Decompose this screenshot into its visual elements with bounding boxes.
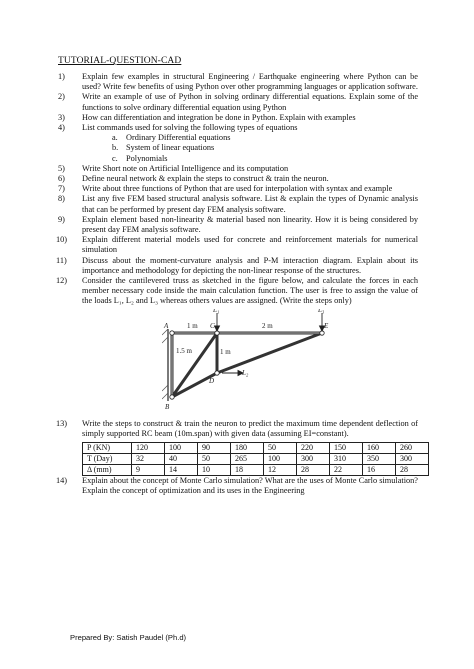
member-bc bbox=[172, 333, 217, 397]
question-14 bbox=[58, 476, 418, 496]
table-row bbox=[83, 454, 429, 465]
table-cell: 160 bbox=[363, 443, 396, 454]
table-cell: 28 bbox=[297, 465, 330, 476]
sub-item-text: Polynomials bbox=[126, 153, 168, 163]
dim-1-5m: 1.5 m bbox=[176, 346, 192, 355]
question-text: Explain few examples in structural Engineering / Earthquake engineering where Python can be used? Write few benefits of using Python over other programming languages or application software. bbox=[82, 72, 418, 92]
table-cell: 50 bbox=[198, 454, 231, 465]
question-text: List commands used for solving the following types of equations bbox=[82, 123, 298, 133]
table-cell: 260 bbox=[396, 443, 429, 454]
table-cell: 28 bbox=[396, 465, 429, 476]
question-11 bbox=[58, 256, 418, 276]
table-cell: 18 bbox=[231, 465, 264, 476]
question-number: 6) bbox=[58, 174, 65, 184]
question-3 bbox=[58, 113, 418, 123]
question-number: 10) bbox=[56, 235, 68, 245]
table-cell: 300 bbox=[297, 454, 330, 465]
question-8 bbox=[58, 194, 418, 214]
table-cell: 300 bbox=[396, 454, 429, 465]
table-cell: 22 bbox=[330, 465, 363, 476]
label-d: D bbox=[209, 376, 215, 385]
question-text: Explain element based non-linearity & material based non linearity. How it is being considered by present day FEM analysis software. bbox=[82, 214, 418, 235]
table-row bbox=[83, 465, 429, 476]
data-table bbox=[82, 442, 429, 476]
table-cell: 9 bbox=[132, 465, 165, 476]
label-c: C bbox=[210, 321, 215, 330]
table-cell: 120 bbox=[132, 443, 165, 454]
question-text: Explain about the concept of Monte Carlo simulation? What are the uses of Monte Carlo simulation? Explain the concept of optimization and its uses in the Engineering bbox=[82, 476, 418, 496]
question-number: 9) bbox=[58, 214, 65, 224]
page-footer: Prepared By: Satish Paudel (Ph.d) bbox=[70, 633, 187, 642]
table-cell: 310 bbox=[330, 454, 363, 465]
table-cell: 90 bbox=[198, 443, 231, 454]
question-9 bbox=[58, 215, 418, 235]
table-cell: 50 bbox=[264, 443, 297, 454]
question-text: List any five FEM based structural analysis software. List & explain the types of Dynamic analysis that can be performed by present day FEM analysis software. bbox=[82, 194, 418, 214]
sub-item-letter: a. bbox=[112, 133, 118, 143]
table-cell: 265 bbox=[231, 454, 264, 465]
question-text: Discuss about the moment-curvature analysis and P-M interaction diagram. Explain about its importance and methodology for depicting the non-linear response of the structures. bbox=[82, 255, 418, 275]
question-list bbox=[58, 72, 418, 496]
label-b: B bbox=[165, 402, 170, 411]
label-l3: L₃ bbox=[318, 308, 325, 314]
table-cell: 40 bbox=[165, 454, 198, 465]
question-13 bbox=[58, 419, 418, 476]
table-cell: 220 bbox=[297, 443, 330, 454]
question-text: Define neural network & explain the steps to construct & train the neuron. bbox=[82, 174, 329, 184]
wall-hatch bbox=[162, 329, 168, 399]
question-number: 7) bbox=[58, 184, 65, 194]
question-5 bbox=[58, 164, 418, 174]
question-text: Write about three functions of Python that are used for interpolation with syntax and example bbox=[82, 184, 393, 194]
question-1 bbox=[58, 72, 418, 92]
label-l1: L₁ bbox=[213, 308, 220, 314]
sub-item-text: System of linear equations bbox=[126, 143, 215, 153]
sub-item-text: Ordinary Differential equations bbox=[126, 133, 231, 143]
question-number: 1) bbox=[58, 72, 65, 81]
table-row-header: Δ (mm) bbox=[83, 465, 132, 476]
table-cell: 100 bbox=[264, 454, 297, 465]
question-10 bbox=[58, 235, 418, 255]
sub-item-letter: c. bbox=[112, 153, 118, 163]
truss-members bbox=[172, 333, 322, 397]
question-number: 11) bbox=[56, 255, 67, 265]
table-cell: 16 bbox=[363, 465, 396, 476]
table-cell: 32 bbox=[132, 454, 165, 465]
question-number: 5) bbox=[58, 163, 65, 173]
question-text: How can differentiation and integration be done in Python. Explain with examples bbox=[82, 112, 356, 122]
table-row-header: P (KN) bbox=[83, 443, 132, 454]
question-number: 8) bbox=[58, 194, 65, 204]
dim-2m: 2 m bbox=[262, 321, 273, 330]
sub-item-b bbox=[112, 143, 418, 153]
table-cell: 10 bbox=[198, 465, 231, 476]
sub-item-a bbox=[112, 133, 418, 143]
label-l2: L₂ bbox=[242, 368, 249, 377]
question-7 bbox=[58, 184, 418, 194]
table-cell: 150 bbox=[330, 443, 363, 454]
question-12 bbox=[58, 276, 418, 417]
dim-1m-vert: 1 m bbox=[220, 347, 231, 356]
question-text: Write Short note on Artificial Intelligence and its computation bbox=[82, 163, 289, 173]
table-cell: 180 bbox=[231, 443, 264, 454]
sub-item-letter: b. bbox=[112, 143, 119, 153]
question-number: 13) bbox=[56, 418, 68, 428]
question-text: Consider the cantilevered truss as sketched in the figure below, and calculate the forces in each member necessary code inside the main calculation function. The user is free to assign the value of the loads L₁, L₂ and L₃ whereas others values are assigned. (Write the steps only) bbox=[82, 276, 418, 306]
table-cell: 350 bbox=[363, 454, 396, 465]
table-row bbox=[83, 443, 429, 454]
table-cell: 12 bbox=[264, 465, 297, 476]
table-cell: 14 bbox=[165, 465, 198, 476]
label-a: A bbox=[164, 321, 169, 330]
question-text: Explain different material models used for concrete and reinforcement materials for numerical simulation bbox=[82, 235, 418, 255]
question-6 bbox=[58, 174, 418, 184]
dim-1m-top: 1 m bbox=[187, 321, 198, 330]
question-2 bbox=[58, 92, 418, 112]
question-number: 14) bbox=[56, 476, 68, 486]
question-number: 2) bbox=[58, 92, 65, 102]
question-number: 12) bbox=[56, 276, 68, 286]
page-title: TUTORIAL-QUESTION-CAD bbox=[58, 56, 182, 66]
question-4 bbox=[58, 123, 418, 164]
question-text: Write the steps to construct & train the neuron to predict the maximum time dependent deflection of simply supported RC beam (10m.span) with given data (assuming EI=constant). bbox=[82, 418, 418, 438]
sub-item-c bbox=[112, 154, 418, 164]
table-cell: 100 bbox=[165, 443, 198, 454]
question-number: 3) bbox=[58, 112, 65, 122]
label-e: E bbox=[324, 321, 329, 330]
question-text: Write an example of use of Python in solving ordinary differential equations. Explain some of the functions to solve ordinary differential equation using Python bbox=[82, 92, 418, 112]
truss-figure bbox=[162, 309, 362, 417]
member-de bbox=[217, 333, 322, 373]
question-number: 4) bbox=[58, 123, 65, 133]
sub-list bbox=[82, 133, 418, 164]
table-row-header: T (Day) bbox=[83, 454, 132, 465]
